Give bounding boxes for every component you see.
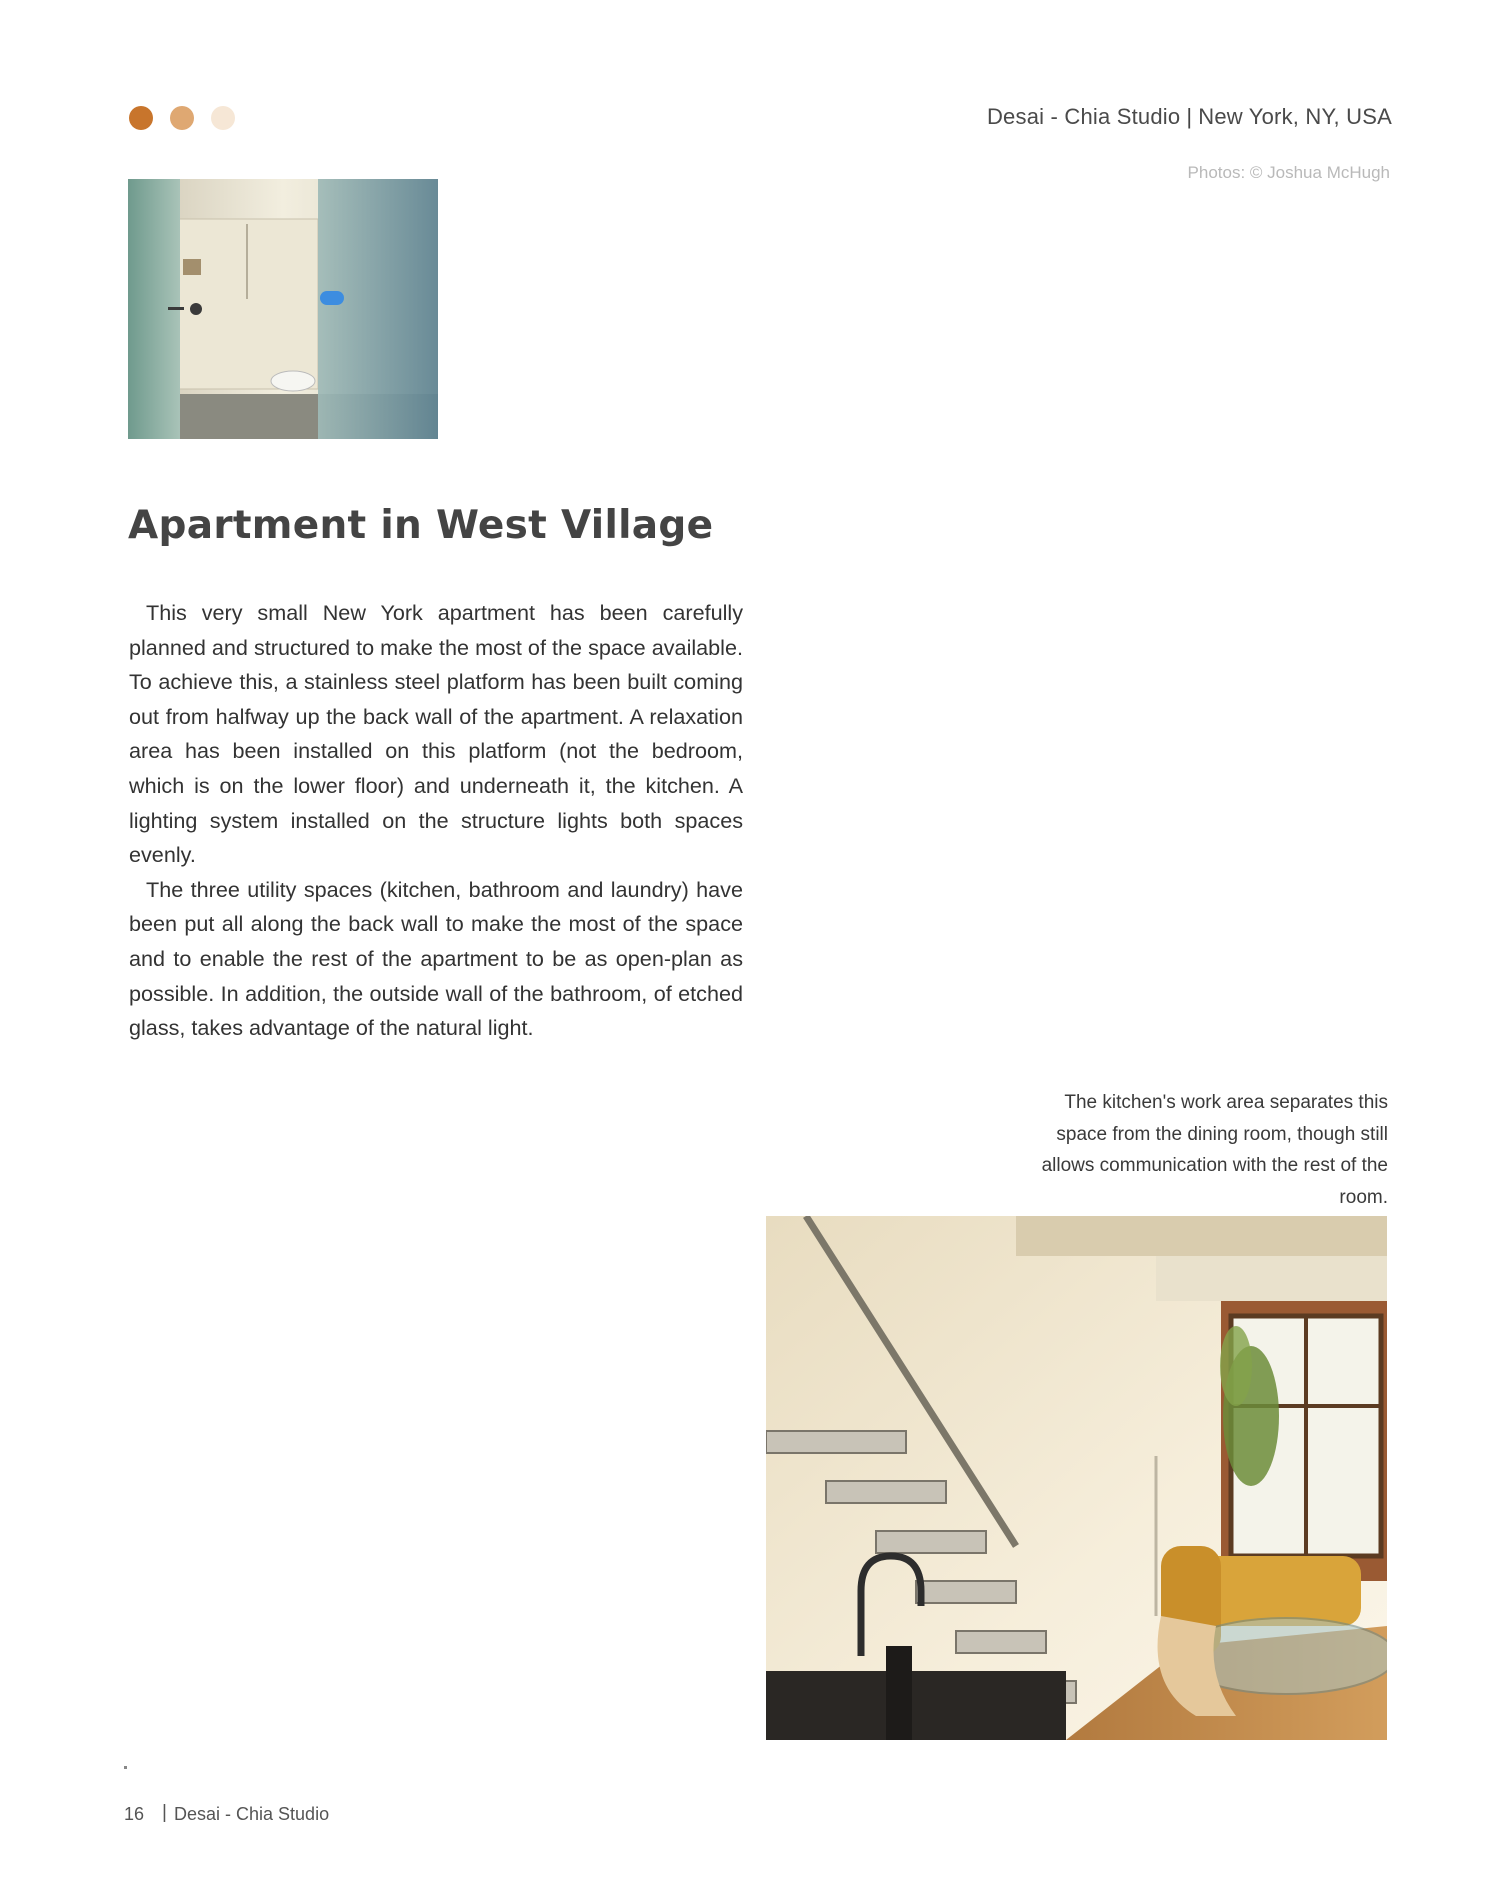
footer-studio-name: Desai - Chia Studio: [174, 1804, 330, 1824]
header-location: New York, NY, USA: [1198, 104, 1392, 129]
decorative-dot-mid: [170, 106, 194, 130]
header-studio-name: Desai - Chia Studio: [986, 104, 1181, 129]
margin-mark: [124, 1766, 127, 1769]
photo-caption: The kitchen's work area separates this space from the dining room, though still allows communication with the rest of the room.: [1041, 1092, 1388, 1208]
body-paragraph-2: The three utility spaces (kitchen, bathroom and laundry) have been put all along the back wall to make the most of the space and to enable the rest of the apartment to be as open-plan as possible. In addition, the outside wall of the bathroom, of etched glass, takes advantage of the natural light.: [129, 876, 743, 1041]
footer-separator: |: [162, 1802, 167, 1823]
header-studio-location: [987, 104, 1392, 130]
header-separator: |: [1186, 104, 1193, 129]
bathroom-photo: [128, 179, 438, 439]
photo-credit: Photos: © Joshua McHugh: [1187, 163, 1390, 182]
page-number: 16: [124, 1804, 145, 1824]
article-body: [129, 596, 743, 1046]
body-paragraph-1: This very small New York apartment has been carefully planned and structured to make the most of the space available. To achieve this, a stainless steel platform has been built coming out from halfway up the back wall of the apartment. A relaxation area has been installed on this platform (not the bedroom, which is on the lower floor) and underneath it, the kitchen. A lighting system installed on the structure lights both spaces evenly.: [129, 600, 743, 868]
article-title: Apartment in West Village: [128, 503, 714, 548]
interior-photo: [766, 1216, 1387, 1740]
decorative-dot-dark: [129, 106, 153, 130]
decorative-dot-light: [211, 106, 235, 130]
